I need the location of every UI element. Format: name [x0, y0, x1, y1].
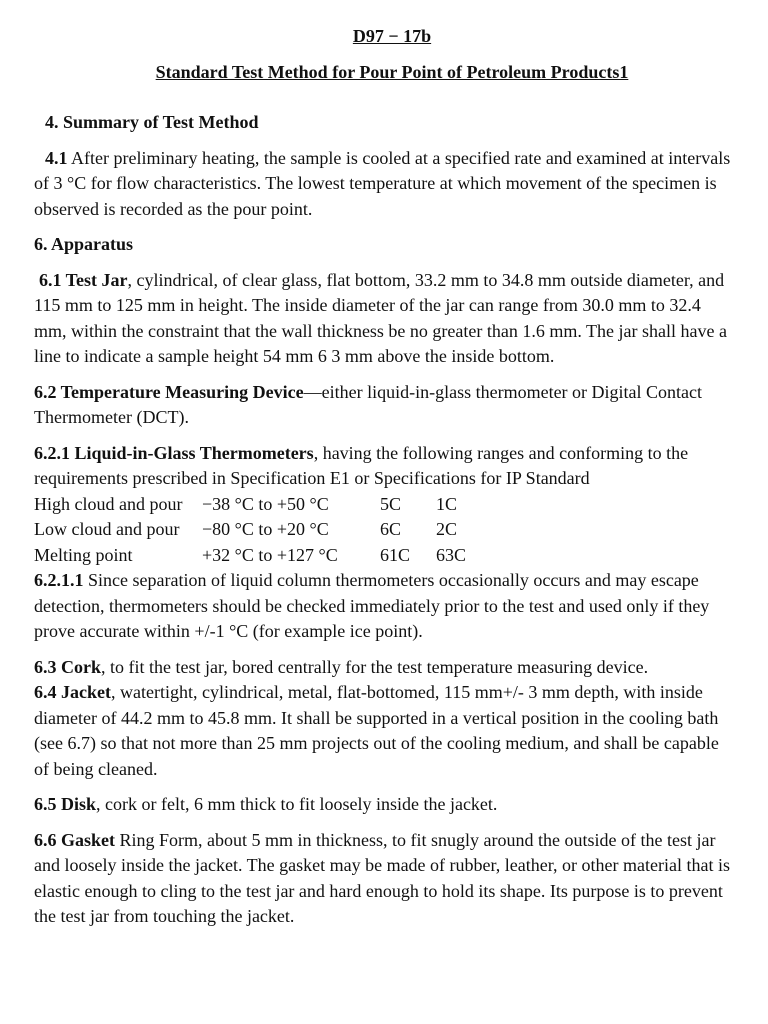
- paragraph-6-2-label: 6.2 Temperature Measuring Device: [34, 381, 304, 402]
- paragraph-6-2-1-label: 6.2.1 Liquid-in-Glass Thermometers: [34, 442, 314, 463]
- thermometer-table: [34, 492, 496, 569]
- thermometer-range: −80 °C to +20 °C: [202, 519, 329, 539]
- thermometer-astm: 5C: [380, 493, 402, 514]
- thermometer-ip: 63C: [436, 544, 467, 565]
- thermometer-astm: 6C: [380, 519, 402, 539]
- paragraph-6-2-text: —either liquid-in-glass thermometer or Digital Contact Thermometer (DCT).: [34, 381, 703, 427]
- table-row: [34, 517, 496, 543]
- thermometer-name: Low cloud and pour: [34, 519, 180, 539]
- table-row: [34, 543, 496, 569]
- paragraph-6-6-text: Ring Form, about 5 mm in thickness, to fit snugly around the outside of the test jar and loosely inside the jacket. The gasket may be made of rubber, leather, or other material that is elastic enough to cling to the test jar and hard enough to hold its shape. Its purpose is to prevent the test jar from touching the jacket.: [34, 829, 730, 926]
- table-row: [34, 492, 496, 518]
- document-code: D97 − 17b: [352, 26, 432, 46]
- paragraph-6-5-text: , cork or felt, 6 mm thick to fit loosely inside the jacket.: [96, 794, 498, 814]
- paragraph-6-1-label: 6.1 Test Jar: [39, 269, 128, 290]
- paragraph-6-6: [34, 828, 734, 930]
- paragraph-4-1-number: 4.1: [45, 147, 68, 168]
- paragraph-4-1: [34, 146, 734, 223]
- paragraph-6-4-text: , watertight, cylindrical, metal, flat-bottomed, 115 mm+/- 3 mm depth, with inside diameter of 44.2 mm to 45.8 mm. It shall be supported in a vertical position in the cooling bath (see 6.7) so that not more than 25 mm projects out of the cooling medium, and shall be capable of being cleaned.: [34, 682, 719, 779]
- paragraph-6-6-label: 6.6 Gasket: [34, 829, 115, 850]
- document-title: Standard Test Method for Pour Point of Petroleum Products1: [155, 62, 629, 82]
- paragraph-6-3: [34, 655, 734, 681]
- thermometer-astm: 61C: [380, 544, 411, 565]
- thermometer-range: +32 °C to +127 °C: [202, 544, 338, 565]
- paragraph-6-2-1-text: , having the following ranges and conforming to the requirements prescribed in Specification E1 or Specifications for IP Standard: [34, 442, 689, 488]
- section-4-heading: 4. Summary of Test Method: [45, 112, 259, 132]
- paragraph-6-2-1-1-text: Since separation of liquid column thermometers occasionally occurs and may escape detection, thermometers should be checked immediately prior to the test and used only if they prove accurate within +/-1 °C (for example ice point).: [34, 570, 710, 641]
- paragraph-6-4: [34, 680, 734, 782]
- paragraph-6-2-1-1-label: 6.2.1.1: [34, 570, 84, 590]
- paragraph-4-1-text: After preliminary heating, the sample is cooled at a specified rate and examined at intervals of 3 °C for flow characteristics. The lowest temperature at which movement of the specimen is observed is recorded as the pour point.: [34, 147, 731, 219]
- paragraph-6-3-text: , to fit the test jar, bored centrally for the test temperature measuring device.: [101, 656, 649, 677]
- paragraph-6-1: [34, 268, 734, 370]
- document-body: [34, 110, 734, 940]
- thermometer-name: Melting point: [34, 544, 133, 565]
- paragraph-6-2: [34, 380, 734, 431]
- thermometer-range: −38 °C to +50 °C: [202, 493, 329, 514]
- paragraph-6-3-label: 6.3 Cork: [34, 656, 101, 677]
- paragraph-6-1-text: , cylindrical, of clear glass, flat bottom, 33.2 mm to 34.8 mm outside diameter, and 115 mm to 125 mm in height. The inside diameter of the jar can range from 30.0 mm to 32.4 mm, within the constraint that the wall thickness be no greater than 1.6 mm. The jar shall have a line to indicate a sample height 54 mm 6 3 mm above the inside bottom.: [34, 269, 727, 366]
- paragraph-6-4-label: 6.4 Jacket: [34, 682, 111, 702]
- thermometer-ip: 1C: [436, 493, 458, 514]
- thermometer-name: High cloud and pour: [34, 493, 183, 514]
- paragraph-6-5-label: 6.5 Disk: [34, 794, 97, 814]
- paragraph-6-2-1-1: [34, 568, 734, 645]
- thermometer-ip: 2C: [436, 519, 458, 539]
- paragraph-6-5: [34, 792, 734, 818]
- section-6-heading: 6. Apparatus: [34, 234, 134, 254]
- paragraph-6-2-1: [34, 441, 734, 492]
